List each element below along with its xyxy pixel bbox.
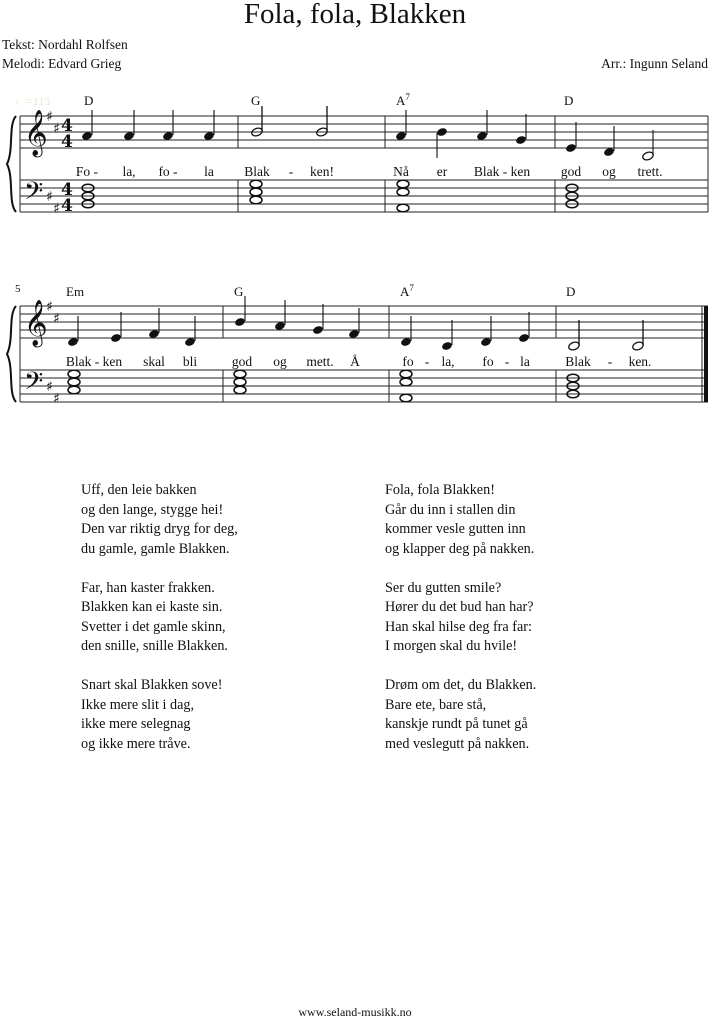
svg-text:𝄞: 𝄞	[24, 300, 48, 346]
verse-line: den snille, snille Blakken.	[81, 638, 228, 654]
chord-symbol: $A^7$	[400, 283, 414, 299]
lyric-syllable: Blak - ken	[473, 164, 531, 179]
verse-line: ikke mere selegnag	[81, 716, 191, 732]
verse-stanza	[81, 481, 238, 559]
lyric-syllable: fo	[402, 354, 414, 369]
verse-stanza	[81, 579, 238, 657]
svg-text:♯: ♯	[46, 299, 53, 315]
svg-text:4: 4	[61, 116, 73, 136]
chord-symbol: Em	[66, 284, 85, 299]
lyric-syllable: Fo -	[75, 164, 99, 179]
lyric-syllable: Å	[350, 354, 360, 369]
song-title: Fola, fola, Blakken	[243, 0, 467, 30]
verse-line: Fola, fola Blakken!	[385, 482, 495, 498]
verse-stanza	[385, 676, 536, 754]
svg-text:♯: ♯	[46, 189, 53, 205]
lyric-syllable: fo	[482, 354, 494, 369]
verse-line: I morgen skal du hvile!	[385, 638, 518, 654]
verse-line: Han skal hilse deg fra far:	[385, 618, 532, 635]
svg-text:♯: ♯	[53, 391, 60, 407]
lyric-syllable: trett.	[637, 164, 663, 179]
svg-text:4: 4	[61, 180, 73, 200]
svg-text:♯: ♯	[53, 121, 60, 137]
lyric-syllable: god	[560, 164, 582, 179]
lyric-syllable: bli	[182, 354, 198, 369]
lyric-syllable: fo -	[158, 164, 178, 179]
svg-text:♯: ♯	[46, 379, 53, 395]
lyric-syllable: -	[504, 354, 510, 369]
verse-line: Svetter i det gamle skinn,	[81, 618, 226, 635]
lyric-syllable: -	[288, 164, 294, 179]
svg-text:𝄞: 𝄞	[24, 110, 48, 156]
verse-line: og klapper deg på nakken.	[385, 540, 535, 557]
verses-right-column	[385, 481, 536, 774]
svg-text:𝄢: 𝄢	[24, 177, 44, 212]
lyric-syllable: la,	[441, 354, 455, 369]
measure-number: 5	[15, 283, 21, 295]
verse-line: Drøm om det, du Blakken.	[385, 677, 537, 693]
lyric-syllable: Nå	[393, 164, 409, 179]
verse-stanza	[81, 676, 238, 754]
verse-line: Hører du det bud han har?	[385, 599, 534, 615]
verse-stanza	[385, 579, 536, 657]
footer-website: www.seland-musikk.no	[298, 1005, 412, 1019]
verse-line: Går du inn i stallen din	[385, 501, 516, 518]
verse-line: Snart skal Blakken sove!	[81, 677, 223, 693]
verse-line: Bare ete, bare stå,	[385, 696, 487, 713]
arranger-credit: Arr.: Ingunn Seland	[601, 56, 708, 71]
lyric-syllable: ken.	[628, 354, 652, 369]
svg-text:♯: ♯	[53, 311, 60, 327]
verse-line: Ser du gutten smile?	[385, 579, 502, 596]
chord-symbol: G	[234, 284, 244, 299]
tempo-marking: ♩=115	[14, 94, 51, 108]
lyric-syllable: Blak	[244, 164, 270, 179]
lyric-syllable: mett.	[306, 354, 334, 369]
music-score	[0, 0, 710, 440]
lyric-syllable: god	[231, 354, 253, 369]
verse-line: og ikke mere tråve.	[81, 735, 191, 752]
verses-left-column	[81, 481, 238, 774]
svg-text:𝄢: 𝄢	[24, 367, 44, 402]
verse-line: og den lange, stygge hei!	[81, 501, 224, 518]
verse-line: du gamle, gamle Blakken.	[81, 540, 230, 557]
chord-symbol: D	[566, 284, 576, 299]
verse-line: Uff, den leie bakken	[81, 482, 197, 498]
lyric-syllable: skal	[143, 354, 165, 369]
lyric-syllable: Blak - ken	[65, 354, 123, 369]
lyric-syllable: -	[424, 354, 430, 369]
svg-text:4: 4	[61, 132, 73, 152]
lyric-syllable: la	[520, 354, 530, 369]
verse-line: Far, han kaster frakken.	[81, 579, 215, 596]
chord-symbol: G	[251, 93, 261, 108]
verse-stanza	[385, 481, 536, 559]
lyric-syllable: og	[273, 354, 287, 369]
svg-text:♯: ♯	[53, 201, 60, 217]
verse-line: med veslegutt på nakken.	[385, 735, 530, 752]
lyric-syllable: la,	[122, 164, 136, 179]
lyric-syllable: er	[436, 164, 448, 179]
verse-line: kanskje rundt på tunet gå	[385, 716, 528, 732]
svg-text:4: 4	[61, 196, 73, 216]
chord-symbol: D	[84, 93, 94, 108]
chord-symbol: $A^7$	[396, 92, 410, 108]
lyricist-credit: Tekst: Nordahl Rolfsen	[2, 37, 128, 52]
svg-text:♯: ♯	[46, 109, 53, 125]
verse-line: Den var riktig dryg for deg,	[81, 521, 238, 537]
lyric-syllable: og	[602, 164, 616, 179]
verse-line: Blakken kan ei kaste sin.	[81, 599, 223, 615]
lyric-syllable: Blak	[565, 354, 591, 369]
lyric-syllable: la	[204, 164, 214, 179]
chord-symbol: D	[564, 93, 574, 108]
verse-line: Ikke mere slit i dag,	[81, 696, 195, 713]
verse-line: kommer vesle gutten inn	[385, 521, 526, 537]
lyric-syllable: -	[607, 354, 613, 369]
composer-credit: Melodi: Edvard Grieg	[2, 56, 122, 71]
lyric-syllable: ken!	[310, 164, 334, 179]
